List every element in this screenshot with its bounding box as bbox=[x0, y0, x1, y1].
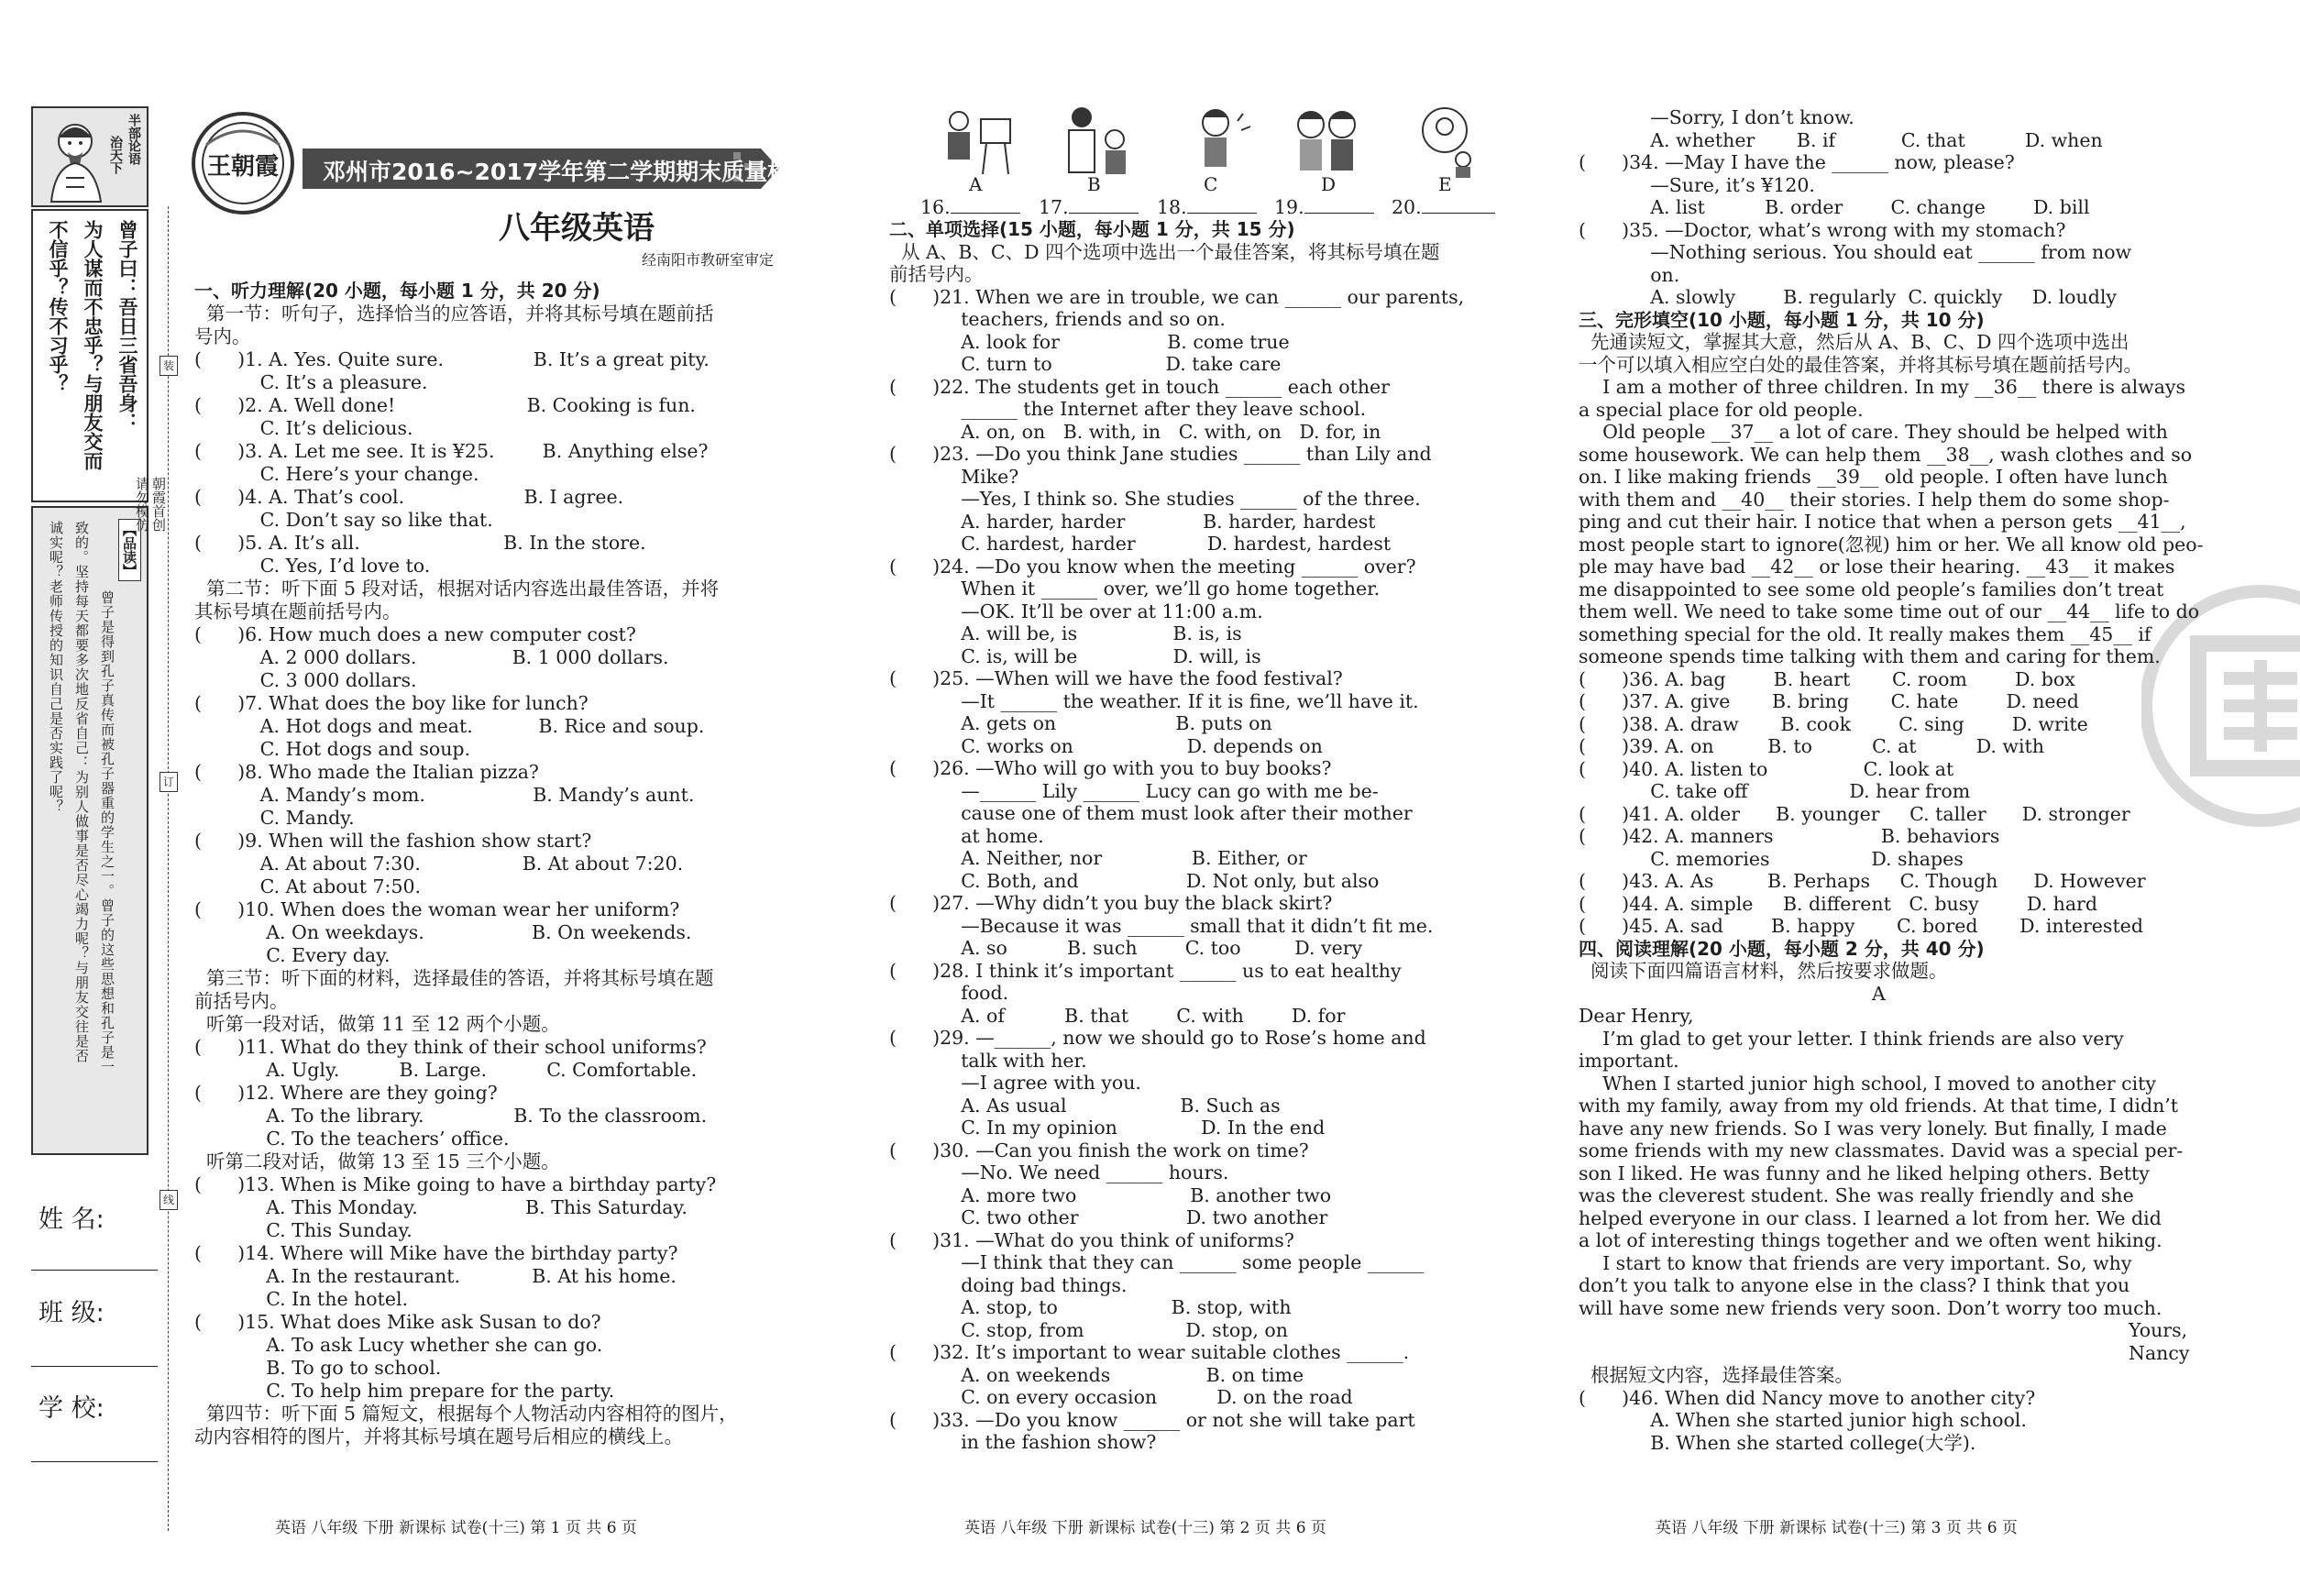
option-line: A. harder, harder B. harder, hardest bbox=[889, 511, 1376, 533]
question-line: ( )28. I think it’s important ______ us to eat healthy bbox=[889, 960, 1402, 982]
question-line: ( )43. A. As B. Perhaps C. Though D. However bbox=[1579, 870, 2146, 892]
page-2-footer: 英语 八年级 下册 新课标 试卷(十三) 第 2 页 共 6 页 bbox=[964, 1519, 1326, 1537]
question-line: —OK. It’ll be over at 11:00 a.m. bbox=[889, 600, 1263, 622]
quote-line-3: 不信乎？传不习乎？ bbox=[47, 220, 69, 393]
question-line: —I think that they can ______ some people ______ bbox=[889, 1251, 1425, 1273]
option-line: C. In my opinion D. In the end bbox=[889, 1117, 1326, 1139]
answer-blank-19[interactable] bbox=[1304, 213, 1374, 214]
picture-d-icon bbox=[1283, 103, 1370, 180]
question-line: teachers, friends and so on. bbox=[889, 308, 1226, 330]
brand-logo-text: 王朝霞 bbox=[206, 153, 280, 181]
text-line: 听第一段对话，做第 11 至 12 两个小题。 bbox=[194, 1013, 560, 1035]
option-line: A. list B. order C. change D. bill bbox=[1579, 196, 2090, 218]
letter-line: don’t you talk to anyone else in the class? I think that you bbox=[1579, 1274, 2130, 1296]
letter-signature: Nancy bbox=[2129, 1342, 2190, 1364]
letter-line: with my family, away from my old friends. At that time, I didn’t bbox=[1579, 1095, 2179, 1117]
option-line: A. To the library. B. To the classroom. bbox=[194, 1105, 708, 1127]
picture-label-a: A bbox=[969, 173, 983, 195]
question-line: ( )6. How much does a new computer cost? bbox=[194, 623, 636, 645]
option-line: C. hardest, harder D. hardest, hardest bbox=[889, 533, 1392, 555]
text-line: 号内。 bbox=[194, 325, 251, 347]
school-line[interactable] bbox=[31, 1461, 158, 1462]
option-line: B. When she started college(大学). bbox=[1579, 1432, 1976, 1454]
question-line: ( )44. A. simple B. different C. busy D. hard bbox=[1579, 893, 2097, 915]
picture-b-icon bbox=[1054, 103, 1140, 180]
question-line: ( )1. A. Yes. Quite sure. B. It’s a great pity. bbox=[194, 348, 710, 370]
class-label: 班 级: bbox=[39, 1299, 105, 1327]
passage-line: with them and __40__ their stories. I help them do some shop- bbox=[1579, 489, 2170, 511]
class-line[interactable] bbox=[31, 1366, 158, 1367]
passage-line: something special for the old. It really makes them __45__ if bbox=[1579, 623, 2151, 645]
question-line: talk with her. bbox=[889, 1050, 1087, 1072]
letter-closing: Yours, bbox=[2129, 1319, 2188, 1341]
passage-line: ple may have bad __42__ or lose their hearing. __43__ it makes bbox=[1579, 556, 2175, 578]
passage-label-a: A bbox=[1872, 983, 1886, 1005]
option-line: A. On weekdays. B. On weekends. bbox=[194, 921, 692, 943]
left-sidebar bbox=[31, 106, 149, 1161]
option-line: C. on every occasion D. on the road bbox=[889, 1386, 1353, 1408]
sidebar-header bbox=[31, 106, 149, 207]
picture-label-d: D bbox=[1321, 173, 1337, 195]
option-line: C. is, will be D. will, is bbox=[889, 645, 1261, 667]
question-line: ( )3. A. Let me see. It is ¥25. B. Anything else? bbox=[194, 440, 709, 462]
passage-line: I am a mother of three children. In my __36__ there is always bbox=[1579, 376, 2186, 398]
letter-line: will have some new friends very soon. Don’t worry too much. bbox=[1579, 1297, 2162, 1319]
question-line: ( )25. —When will we have the food festival? bbox=[889, 667, 1343, 689]
school-label: 学 校: bbox=[39, 1394, 105, 1423]
dialog-line: —Sure, it’s ¥120. bbox=[1579, 174, 1815, 196]
question-line: ( )46. When did Nancy move to another city? bbox=[1579, 1387, 2036, 1409]
exam-title: 邓州市2016~2017学年第二学期期末质量检测卷 bbox=[323, 159, 837, 185]
answer-16 bbox=[920, 196, 1020, 218]
q-num: 17. bbox=[1039, 196, 1069, 218]
sidebar-top-text-2: 治天下 bbox=[108, 136, 123, 174]
letter-line: When I started junior high school, I moved to another city bbox=[1579, 1073, 2157, 1095]
question-line: ( )8. Who made the Italian pizza? bbox=[194, 761, 539, 783]
question-line: ( )13. When is Mike going to have a birthday party? bbox=[194, 1173, 717, 1195]
picture-label-c: C bbox=[1204, 173, 1218, 195]
option-line: B. To go to school. bbox=[194, 1357, 442, 1379]
question-line: Mike? bbox=[889, 466, 1019, 488]
dialog-line: on. bbox=[1579, 264, 1680, 286]
question-line: —Yes, I think so. She studies ______ of the three. bbox=[889, 488, 1421, 510]
question-line: ( )15. What does Mike ask Susan to do? bbox=[194, 1311, 601, 1333]
option-line: C. take off D. hear from bbox=[1579, 780, 1971, 802]
question-line: ( )36. A. bag B. heart C. room D. box bbox=[1579, 668, 2075, 690]
option-line: C. works on D. depends on bbox=[889, 735, 1323, 757]
question-line: ( )33. —Do you know ______ or not she will take part bbox=[889, 1409, 1415, 1431]
cloze-section-title: 三、完形填空(10 小题，每小题 1 分，共 10 分) bbox=[1579, 309, 1985, 331]
passage-line: Old people __37__ a lot of care. They should be helped with bbox=[1579, 421, 2168, 443]
option-line: C. Don’t say so like that. bbox=[194, 509, 493, 531]
passage-line: some housework. We can help them __38__, wash clothes and so bbox=[1579, 444, 2193, 466]
reading-line-3: 诚实呢？老师传授的知识自己是否实践了呢？ bbox=[48, 521, 64, 814]
dialog-line: —Nothing serious. You should eat ______ from now bbox=[1579, 241, 2132, 263]
question-line: ( )40. A. listen to C. look at bbox=[1579, 758, 1954, 780]
question-line: ( )4. A. That’s cool. B. I agree. bbox=[194, 486, 624, 508]
cut-note-2: 请勿模仿 bbox=[134, 477, 150, 532]
option-line: C. two other D. two another bbox=[889, 1206, 1328, 1228]
question-line: food. bbox=[889, 982, 1009, 1004]
question-line: ( )38. A. draw B. cook C. sing D. write bbox=[1579, 713, 2088, 735]
option-line: A. As usual B. Such as bbox=[889, 1095, 1281, 1117]
cut-char-2: 订 bbox=[160, 772, 178, 792]
passage-line: a special place for old people. bbox=[1579, 399, 1864, 421]
choice-section-title: 二、单项选择(15 小题，每小题 1 分，共 15 分) bbox=[889, 218, 1295, 240]
question-line: ( )41. A. older B. younger C. taller D. stronger bbox=[1579, 803, 2130, 825]
question-line: ( )27. —Why didn’t you buy the black skirt? bbox=[889, 892, 1333, 914]
letter-line: I start to know that friends are very important. So, why bbox=[1579, 1252, 2132, 1274]
question-line: ( )11. What do they think of their school uniforms? bbox=[194, 1036, 707, 1058]
option-line: C. It’s delicious. bbox=[194, 417, 413, 439]
page-1-footer: 英语 八年级 下册 新课标 试卷(十三) 第 1 页 共 6 页 bbox=[275, 1519, 637, 1537]
picture-e-icon bbox=[1404, 103, 1491, 180]
option-line: C. At about 7:50. bbox=[194, 875, 422, 897]
option-line: C. To help him prepare for the party. bbox=[194, 1380, 615, 1402]
text-line: 阅读下面四篇语言材料，然后按要求做题。 bbox=[1579, 960, 1948, 982]
option-line: A. At about 7:30. B. At about 7:20. bbox=[194, 853, 684, 875]
answer-blank-17[interactable] bbox=[1069, 213, 1139, 214]
question-line: ( )32. It’s important to wear suitable clothes ______. bbox=[889, 1341, 1410, 1363]
question-line: ( )21. When we are in trouble, we can ______ our parents, bbox=[889, 286, 1465, 308]
binding-cut-line bbox=[168, 206, 169, 1531]
letter-line: son I liked. He was funny and he liked helping others. Betty bbox=[1579, 1162, 2150, 1184]
question-line: ( )10. When does the woman wear her uniform? bbox=[194, 898, 680, 920]
text-line: 从 A、B、C、D 四个选项中选出一个最佳答案，将其标号填在题 bbox=[889, 241, 1440, 263]
option-line: C. Mandy. bbox=[194, 807, 355, 829]
text-line: 其标号填在题前括号内。 bbox=[194, 600, 402, 622]
question-line: ( )5. A. It’s all. B. In the store. bbox=[194, 532, 646, 554]
question-line: ( )45. A. sad B. happy C. bored D. interested bbox=[1579, 915, 2143, 937]
passage-line: someone spends time talking with them and caring for them. bbox=[1579, 645, 2161, 667]
question-line: ( )12. Where are they going? bbox=[194, 1082, 498, 1104]
answer-17 bbox=[1039, 196, 1139, 218]
text-line: 前括号内。 bbox=[194, 990, 289, 1012]
brand-logo-icon bbox=[188, 108, 298, 218]
option-line: A. of B. that C. with D. for bbox=[889, 1005, 1346, 1027]
name-line[interactable] bbox=[31, 1270, 158, 1271]
answer-19 bbox=[1274, 196, 1374, 218]
question-line: ( )29. —______, now we should go to Rose’s home and bbox=[889, 1027, 1426, 1049]
option-line: A. Ugly. B. Large. C. Comfortable. bbox=[194, 1059, 698, 1081]
option-line: C. memories D. shapes bbox=[1579, 848, 1964, 870]
cut-note-1: 朝霞首创 bbox=[150, 477, 167, 532]
reading-note-box bbox=[31, 506, 149, 1155]
picture-label-b: B bbox=[1087, 173, 1101, 195]
option-line: A. look for B. come true bbox=[889, 331, 1290, 353]
quote-line-2: 为人谋而不忠乎？与朋友交而 bbox=[82, 220, 104, 470]
cut-char-3: 线 bbox=[160, 1190, 178, 1210]
answer-18 bbox=[1157, 196, 1257, 218]
option-line: A. whether B. if C. that D. when bbox=[1579, 129, 2103, 151]
letter-line: I’m glad to get your letter. I think friends are also very bbox=[1579, 1028, 2124, 1050]
reading-line-2: 致的。坚持每天都要多次地反省自己：为别人做事是否尽心竭力呢？与朋友交往是否 bbox=[73, 521, 90, 1063]
text-line: 第四节：听下面 5 篇短文，根据每个人物活动内容相符的图片， bbox=[194, 1403, 738, 1425]
letter-line: helped everyone in our class. I learned a lot from her. We did bbox=[1579, 1207, 2162, 1229]
answer-blank-20[interactable] bbox=[1422, 213, 1495, 214]
option-line: C. To the teachers’ office. bbox=[194, 1128, 510, 1150]
letter-greeting: Dear Henry, bbox=[1579, 1005, 1694, 1027]
option-line: A. When she started junior high school. bbox=[1579, 1409, 2027, 1431]
question-line: —No. We need ______ hours. bbox=[889, 1161, 1229, 1183]
question-line: ( )14. Where will Mike have the birthday party? bbox=[194, 1242, 678, 1264]
text-line: 第三节：听下面的材料，选择最佳的答语，并将其标号填在题 bbox=[194, 967, 714, 989]
passage-line: me disappointed to see some old people’s families don’t treat bbox=[1579, 578, 2164, 600]
passage-line: them well. We need to take some time out of our __44__ life to do bbox=[1579, 600, 2200, 622]
question-line: —I agree with you. bbox=[889, 1072, 1141, 1094]
question-line: ( )39. A. on B. to C. at D. with bbox=[1579, 735, 2044, 757]
question-line: ( )24. —Do you know when the meeting ______ over? bbox=[889, 556, 1416, 578]
quote-line-1: 曾子曰：吾日三省吾身： bbox=[116, 220, 138, 432]
option-line: C. turn to D. take care bbox=[889, 353, 1282, 375]
option-line: C. stop, from D. stop, on bbox=[889, 1319, 1288, 1341]
option-line: C. 3 000 dollars. bbox=[194, 669, 417, 691]
listening-section-title: 一、听力理解(20 小题，每小题 1 分，共 20 分) bbox=[194, 280, 600, 302]
question-line: doing bad things. bbox=[889, 1274, 1128, 1296]
option-line: A. so B. such C. too D. very bbox=[889, 937, 1363, 959]
text-line: 先通读短文，掌握其大意，然后从 A、B、C、D 四个选项中选出 bbox=[1579, 331, 2129, 353]
passage-line: on. I like making friends __39__ old people. I often have lunch bbox=[1579, 466, 2168, 488]
dialog-line: —Sorry, I don’t know. bbox=[1579, 106, 1854, 128]
text-line: 前括号内。 bbox=[889, 263, 984, 285]
option-line: C. Here’s your change. bbox=[194, 463, 479, 485]
question-line: ( )2. A. Well done! B. Cooking is fun. bbox=[194, 394, 696, 416]
question-line: ( )7. What does the boy like for lunch? bbox=[194, 692, 589, 714]
picture-a-icon bbox=[935, 103, 1021, 180]
question-line: ( )35. —Doctor, what’s wrong with my stomach? bbox=[1579, 219, 2066, 241]
question-line: —______ Lily ______ Lucy can go with me be- bbox=[889, 780, 1379, 802]
confucius-portrait-icon bbox=[39, 114, 114, 204]
editor-note: 经南阳市教研室审定 bbox=[642, 251, 775, 269]
option-line: C. This Sunday. bbox=[194, 1219, 413, 1241]
text-line: 动内容相符的图片，并将其标号填在题号后相应的横线上。 bbox=[194, 1425, 683, 1447]
question-line: cause one of them must look after their mother bbox=[889, 802, 1413, 824]
option-line: C. Both, and D. Not only, but also bbox=[889, 870, 1380, 892]
picture-label-e: E bbox=[1438, 173, 1452, 195]
question-line: ( )37. A. give B. bring C. hate D. need bbox=[1579, 690, 2079, 712]
answer-blank-18[interactable] bbox=[1187, 213, 1257, 214]
option-line: C. It’s a pleasure. bbox=[194, 371, 428, 393]
option-line: C. In the hotel. bbox=[194, 1288, 409, 1310]
option-line: A. 2 000 dollars. B. 1 000 dollars. bbox=[194, 646, 669, 668]
text-line: 第一节：听句子，选择恰当的应答语，并将其标号填在题前括 bbox=[194, 303, 714, 325]
text-line: 第二节：听下面 5 段对话，根据对话内容选出最佳答语，并将 bbox=[194, 578, 720, 600]
option-line: A. slowly B. regularly C. quickly D. loudly bbox=[1579, 286, 2117, 308]
option-line: A. In the restaurant. B. At his home. bbox=[194, 1265, 677, 1287]
question-line: When it ______ over, we’ll go home together. bbox=[889, 578, 1381, 600]
letter-line: important. bbox=[1579, 1050, 1679, 1072]
q-num: 19. bbox=[1274, 196, 1304, 218]
confucius-quote-box bbox=[31, 209, 149, 502]
text-line: 根据短文内容，选择最佳答案。 bbox=[1579, 1364, 1854, 1386]
answer-blank-16[interactable] bbox=[951, 213, 1020, 214]
question-line: ( )42. A. manners B. behaviors bbox=[1579, 825, 2000, 847]
question-line: ______ the Internet after they leave school. bbox=[889, 398, 1367, 420]
question-line: ( )9. When will the fashion show start? bbox=[194, 830, 592, 852]
page-3-footer: 英语 八年级 下册 新课标 试卷(十三) 第 3 页 共 6 页 bbox=[1656, 1519, 2018, 1537]
q-num: 18. bbox=[1157, 196, 1187, 218]
option-line: A. Mandy’s mom. B. Mandy’s aunt. bbox=[194, 784, 695, 806]
option-line: A. on, on B. with, in C. with, on D. for, in bbox=[889, 421, 1381, 443]
option-line: A. more two B. another two bbox=[889, 1184, 1332, 1206]
reading-section-title: 四、阅读理解(20 小题，每小题 2 分，共 40 分) bbox=[1579, 938, 1985, 960]
option-line: A. gets on B. puts on bbox=[889, 712, 1272, 734]
question-line: ( )31. —What do you think of uniforms? bbox=[889, 1229, 1294, 1251]
name-label: 姓 名: bbox=[39, 1205, 105, 1234]
option-line: A. on weekends B. on time bbox=[889, 1364, 1304, 1386]
question-line: ( )22. The students get in touch ______ each other bbox=[889, 376, 1390, 398]
answer-20 bbox=[1392, 196, 1495, 218]
option-line: C. Yes, I’d love to. bbox=[194, 555, 431, 577]
picture-c-icon bbox=[1173, 103, 1260, 180]
question-line: ( )23. —Do you think Jane studies ______ than Lily and bbox=[889, 443, 1432, 465]
q-num: 16. bbox=[920, 196, 951, 218]
option-line: A. stop, to B. stop, with bbox=[889, 1296, 1292, 1318]
option-line: A. This Monday. B. This Saturday. bbox=[194, 1196, 688, 1218]
exam-subtitle: 八年级英语 bbox=[499, 210, 655, 247]
reading-line-1: 曾子是得到孔子真传而被孔子器重的学生之一。曾子的这些思想和孔子是一 bbox=[99, 590, 116, 1074]
reading-tag: 【品读】 bbox=[118, 519, 141, 581]
letter-line: was the cleverest student. She was really friendly and she bbox=[1579, 1184, 2134, 1206]
letter-line: a lot of interesting things together and we often went hiking. bbox=[1579, 1229, 2162, 1251]
question-line: ( )26. —Who will go with you to buy books? bbox=[889, 757, 1332, 779]
option-line: A. Neither, nor B. Either, or bbox=[889, 847, 1307, 869]
letter-line: have any new friends. So I was very lonely. But finally, I made bbox=[1579, 1117, 2167, 1139]
letter-line: some friends with my new classmates. David was a special per- bbox=[1579, 1139, 2184, 1161]
option-line: A. To ask Lucy whether she can go. bbox=[194, 1334, 603, 1356]
option-line: C. Hot dogs and soup. bbox=[194, 738, 471, 760]
question-line: in the fashion show? bbox=[889, 1431, 1157, 1453]
passage-line: most people start to ignore(忽视) him or her. We all know old peo- bbox=[1579, 534, 2204, 556]
text-line: 听第二段对话，做第 13 至 15 三个小题。 bbox=[194, 1150, 560, 1172]
option-line: A. will be, is B. is, is bbox=[889, 622, 1242, 644]
q-num: 20. bbox=[1392, 196, 1422, 218]
question-line: —Because it was ______ small that it didn’t fit me. bbox=[889, 915, 1434, 937]
passage-line: ping and cut their hair. I notice that when a person gets __41__, bbox=[1579, 511, 2186, 533]
option-line: A. Hot dogs and meat. B. Rice and soup. bbox=[194, 715, 705, 737]
text-line: 一个可以填入相应空白处的最佳答案，并将其标号填在题前括号内。 bbox=[1579, 354, 2142, 376]
question-line: —It ______ the weather. If it is fine, we’ll have it. bbox=[889, 690, 1419, 712]
question-line: at home. bbox=[889, 825, 1044, 847]
question-line: ( )30. —Can you finish the work on time? bbox=[889, 1139, 1309, 1161]
cut-char-1: 装 bbox=[160, 356, 178, 376]
sidebar-top-text-1: 半部论语 bbox=[127, 114, 141, 165]
option-line: C. Every day. bbox=[194, 944, 391, 966]
question-line: ( )34. —May I have the ______ now, please? bbox=[1579, 151, 2015, 173]
